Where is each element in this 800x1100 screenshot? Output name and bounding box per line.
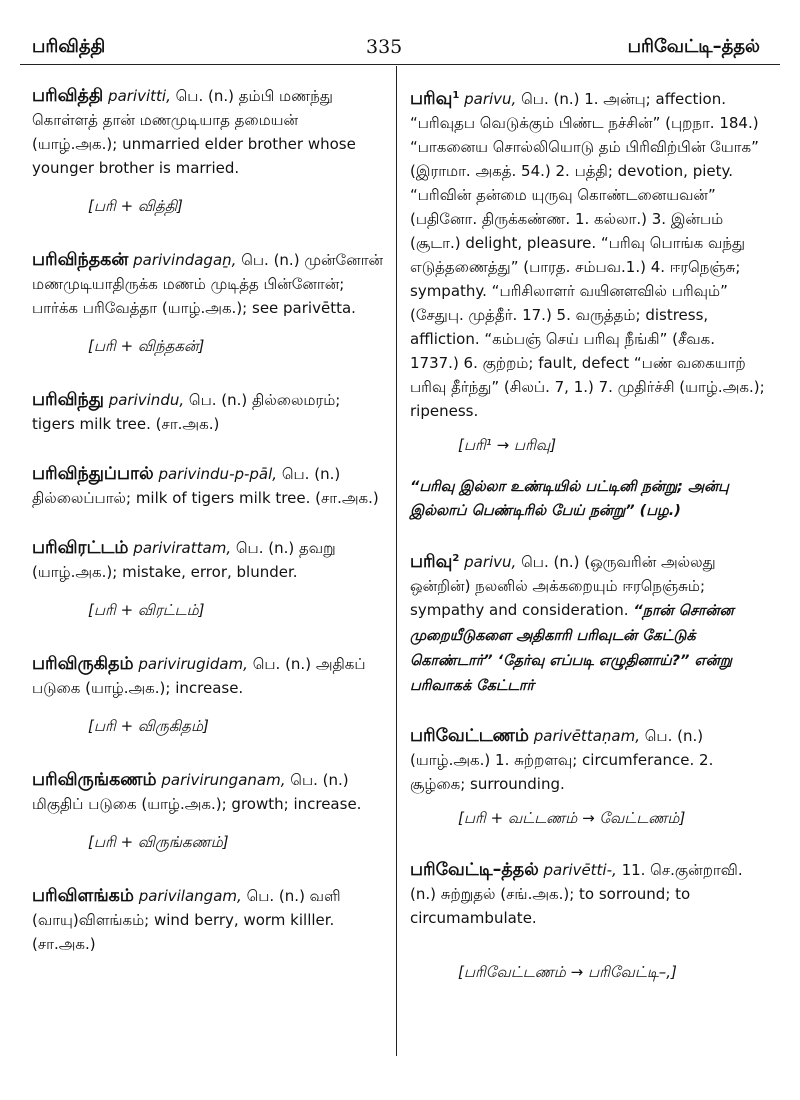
headword: பரிவிளங்கம் [32,886,134,906]
transliteration: parivu, [464,90,517,108]
transliteration: parivirattam, [133,539,232,557]
headword: பரிவு [410,89,453,109]
etymology: [பரி¹ → பரிவு] [458,436,557,454]
left-column [32,84,384,956]
header-rule [20,64,780,65]
page-number: 335 [366,36,403,58]
spacer [410,698,766,724]
header-left-guide-word: பரிவித்தி [32,36,106,57]
definition: பெ. (n.) (ஒருவரின் அல்லது ஒன்றின்) நலனில் அக்கறையும் ஈரநெஞ்சும்; sympathy and consideration. [410,553,716,619]
definition: பெ. (n.) தில்லைமரம்; tigers milk tree. (சா.அக.) [32,391,341,433]
transliteration: parivēttaṇam, [533,727,640,745]
homonym-number: 1 [452,90,460,101]
homonym-number: 2 [452,553,460,564]
entry-parivetti-ttal [410,858,766,930]
entry-parivindagan [32,248,384,320]
headword: பரிவிந்தகன் [32,250,129,270]
etymology: [பரி + விருங்கணம்] [88,833,229,851]
definition: பெ. (n.) (யாழ்.அக.) 1. சுற்றளவு; circumferance. 2. சூழ்கை; surrounding. [410,727,714,793]
entry-parivirunganam [32,768,384,816]
entry-parivettanam [410,724,766,796]
entry-parivitti [32,84,384,180]
headword: பரிவித்தி [32,86,104,106]
headword: பரிவேட்டணம் [410,726,529,746]
proverb: “பரிவு இல்லா உண்டியில் பட்டினி நன்று; அன்பு இல்லாப் பெண்டிரில் பேய் நன்று” (பழ.) [410,479,729,519]
entry-parivirugidam [32,652,384,700]
definition: பெ. (n.) முன்னோன் மணமுடியாதிருக்க மணம் முடித்த பின்னோன்; பார்க்க பரிவேத்தா (யாழ்.அக.); see parivētta. [32,251,384,317]
headword: பரிவிந்துப்பால் [32,464,154,484]
headword: பரிவிரட்டம் [32,538,129,558]
entry-parivindu-p-pal [32,462,384,510]
headword: பரிவு [410,552,453,572]
transliteration: parivindagaṉ, [133,251,237,269]
headword: பரிவேட்டி–த்தல் [410,860,539,880]
transliteration: parivirunganam, [161,771,286,789]
definition: பெ. (n.) தம்பி மணந்து கொள்ளத் தான் மணமுடியாத தமையன் (யாழ்.அக.); unmarried elder brother whose younger brother is married. [32,87,356,177]
headword: பரிவிருகிதம் [32,654,134,674]
transliteration: parivirugidam, [138,655,248,673]
transliteration: parivitti, [108,87,171,105]
etymology: [பரி + விருகிதம்] [88,717,209,735]
etymology: [பரி + விரட்டம்] [88,601,205,619]
usage-example: “நான் சொன்ன முறையீடுகளை அதிகாரி பரிவுடன் கேட்டுக் கொண்டார்” ‘தேர்வு எப்படி எழுதினாய்?” என்று பரிவாகக் கேட்டார் [410,603,734,694]
definition: பெ. (n.) தில்லைப்பால்; milk of tigers milk tree. (சா.அக.) [32,465,379,507]
transliteration: parivētti-, [543,861,617,879]
definition: பெ. (n.) மிகுதிப் படுகை (யாழ்.அக.); growth; increase. [32,771,362,813]
header-right-guide-word: பரிவேட்டி–த்தல் [627,36,760,57]
definition: பெ. (n.) அதிகப் படுகை (யாழ்.அக.); increase. [32,655,366,697]
definition: பெ. (n.) தவறு (யாழ்.அக.); mistake, error, blunder. [32,539,336,581]
entry-parivu-1 [410,84,766,423]
transliteration: parivindu-p-pāl, [158,465,278,483]
headword: பரிவிருங்கணம் [32,770,157,790]
entry-parivirattam [32,536,384,584]
definition: பெ. (n.) 1. அன்பு; affection. “பரிவுதப வெடுக்கும் பிண்ட நச்சின்” (புறநா. 184.) “பாகனைய சொல்லியொடு தம் பிரிவிற்பின் யோக” (இராமா. அகத். 54.) 2. பத்தி; devotion, piety. “பரிவின் தன்மை யுருவு கொண்டனையவன்” (பதினோ. திருக்கண்ண. 1. கல்லா.) 3. இன்பம் (சூடா.) delight, pleasure. “பரிவு பொங்க வந்து எடுத்தணைத்து” (பாரத. சம்பவ.1.) 4. ஈரநெஞ்சு; sympathy. “பரிசிலாளர் வயினளவில் பரிவும்” (சேதுபு. முத்தீர். 17.) 5. வருத்தம்; distress, affliction. “கம்பஞ் செய் பரிவு நீங்கி” (சீவக. 1737.) 6. குற்றம்; fault, defect “பண் வகையாற் பரிவு தீர்ந்து” (சிலப். 7, 1.) 7. முதிர்ச்சி (யாழ்.அக.); ripeness. [410,90,765,420]
etymology: [பரிவேட்டணம் → பரிவேட்டி–,] [458,963,677,981]
transliteration: parivilangam, [138,887,242,905]
etymology: [பரி + விந்தகன்] [88,337,205,355]
etymology: [பரி + வட்டணம் → வேட்டணம்] [458,809,686,827]
entry-parivindu [32,388,384,436]
transliteration: parivindu, [108,391,185,409]
entry-parivilangam [32,884,384,956]
transliteration: parivu, [464,553,517,571]
right-column [410,84,766,1002]
headword: பரிவிந்து [32,390,104,410]
etymology: [பரி + வித்தி] [88,197,183,215]
definition: பெ. (n.) வளி (வாயு)விளங்கம்; wind berry, worm killler. (சா.அக.) [32,887,341,953]
definition: 11. செ.குன்றாவி. (n.) சுற்றுதல் (சங்.அக.); to sorround; to circumambulate. [410,861,743,927]
column-divider [396,66,397,1056]
entry-parivu-2 [410,547,766,698]
